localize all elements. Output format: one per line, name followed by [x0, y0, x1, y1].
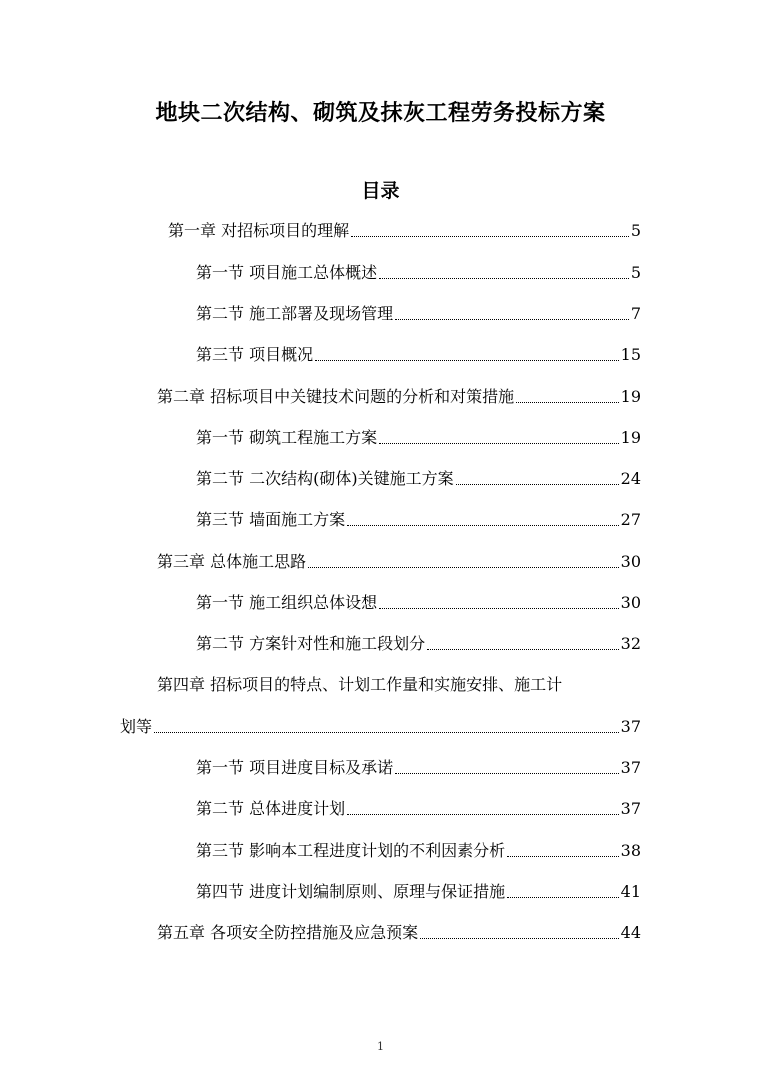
toc-entry[interactable] — [196, 468, 641, 490]
toc-entry-page: 37 — [620, 799, 641, 818]
document-title: 地块二次结构、砌筑及抹灰工程劳务投标方案 — [155, 101, 606, 126]
toc-entry-label-cont: 划等 — [120, 717, 153, 736]
dot-leader — [427, 649, 619, 650]
toc-entry[interactable] — [168, 220, 641, 242]
toc-entry-label: 第一章 对招标项目的理解 — [168, 221, 350, 240]
toc-entry-page: 30 — [620, 552, 641, 571]
toc-entry-page: 5 — [630, 221, 641, 240]
toc-entry[interactable] — [196, 262, 641, 284]
toc-entry-page: 5 — [630, 263, 641, 282]
toc-entry[interactable] — [196, 592, 641, 614]
dot-leader — [516, 402, 619, 403]
toc-entry-page: 19 — [620, 387, 641, 406]
toc-entry-label: 第五章 各项安全防控措施及应急预案 — [157, 923, 419, 942]
toc-entry-label: 第三节 墙面施工方案 — [196, 510, 346, 529]
toc-entry-label: 第四章 招标项目的特点、计划工作量和实施安排、施工计 — [157, 675, 563, 694]
dot-leader — [456, 484, 619, 485]
toc-entry[interactable] — [196, 798, 641, 820]
toc-entry-page: 19 — [620, 428, 641, 447]
toc-entry-page: 7 — [630, 304, 641, 323]
toc-entry-label: 第二节 施工部署及现场管理 — [196, 304, 394, 323]
toc-entry-label: 第一节 项目施工总体概述 — [196, 263, 378, 282]
dot-leader — [507, 897, 619, 898]
toc-entry[interactable] — [196, 757, 641, 779]
toc-entry[interactable] — [196, 840, 641, 862]
toc-entry-page: 37 — [620, 717, 641, 736]
dot-leader — [154, 732, 619, 733]
page-number: 1 — [377, 1040, 384, 1053]
toc-entry-page: 30 — [620, 593, 641, 612]
toc-entry-page: 38 — [620, 841, 641, 860]
dot-leader — [351, 236, 629, 237]
toc-entry-page: 44 — [620, 923, 641, 942]
dot-leader — [395, 319, 629, 320]
toc-entry-page: 37 — [620, 758, 641, 777]
dot-leader — [379, 278, 629, 279]
toc-entry-label: 第四节 进度计划编制原则、原理与保证措施 — [196, 882, 506, 901]
dot-leader — [395, 773, 619, 774]
toc-entry-label: 第二节 方案针对性和施工段划分 — [196, 634, 426, 653]
toc-entry-label: 第二节 总体进度计划 — [196, 799, 346, 818]
toc-entry[interactable] — [196, 881, 641, 903]
toc-entry-page: 32 — [620, 634, 641, 653]
toc-entry[interactable] — [157, 386, 641, 408]
toc-entry-label: 第一节 砌筑工程施工方案 — [196, 428, 378, 447]
toc-entry-page: 24 — [620, 469, 641, 488]
dot-leader — [379, 443, 619, 444]
dot-leader — [420, 938, 619, 939]
toc-entry[interactable] — [196, 303, 641, 325]
toc-entry-label: 第三节 影响本工程进度计划的不利因素分析 — [196, 841, 506, 860]
toc-entry-label: 第二节 二次结构(砌体)关键施工方案 — [196, 469, 454, 488]
toc-entry[interactable] — [196, 509, 641, 531]
toc-entry-label: 第一节 施工组织总体设想 — [196, 593, 378, 612]
toc-heading: 目录 — [361, 180, 400, 202]
dot-leader — [507, 856, 619, 857]
toc-entry-page: 27 — [620, 510, 641, 529]
toc-entry[interactable] — [157, 922, 641, 944]
toc-entry[interactable] — [196, 344, 641, 366]
toc-entry[interactable] — [196, 633, 641, 655]
toc-entry[interactable] — [196, 427, 641, 449]
dot-leader — [308, 567, 619, 568]
dot-leader — [379, 608, 619, 609]
dot-leader — [315, 360, 619, 361]
toc-entry-label: 第二章 招标项目中关键技术问题的分析和对策措施 — [157, 387, 515, 406]
dot-leader — [347, 525, 619, 526]
toc-entry-page: 41 — [620, 882, 641, 901]
toc-entry[interactable] — [157, 551, 641, 573]
toc-entry-page: 15 — [620, 345, 641, 364]
toc-entry-label: 第三章 总体施工思路 — [157, 552, 307, 571]
toc-entry-label: 第三节 项目概况 — [196, 345, 314, 364]
toc-entry-continuation — [120, 716, 641, 738]
dot-leader — [347, 814, 619, 815]
toc-entry-label: 第一节 项目进度目标及承诺 — [196, 758, 394, 777]
